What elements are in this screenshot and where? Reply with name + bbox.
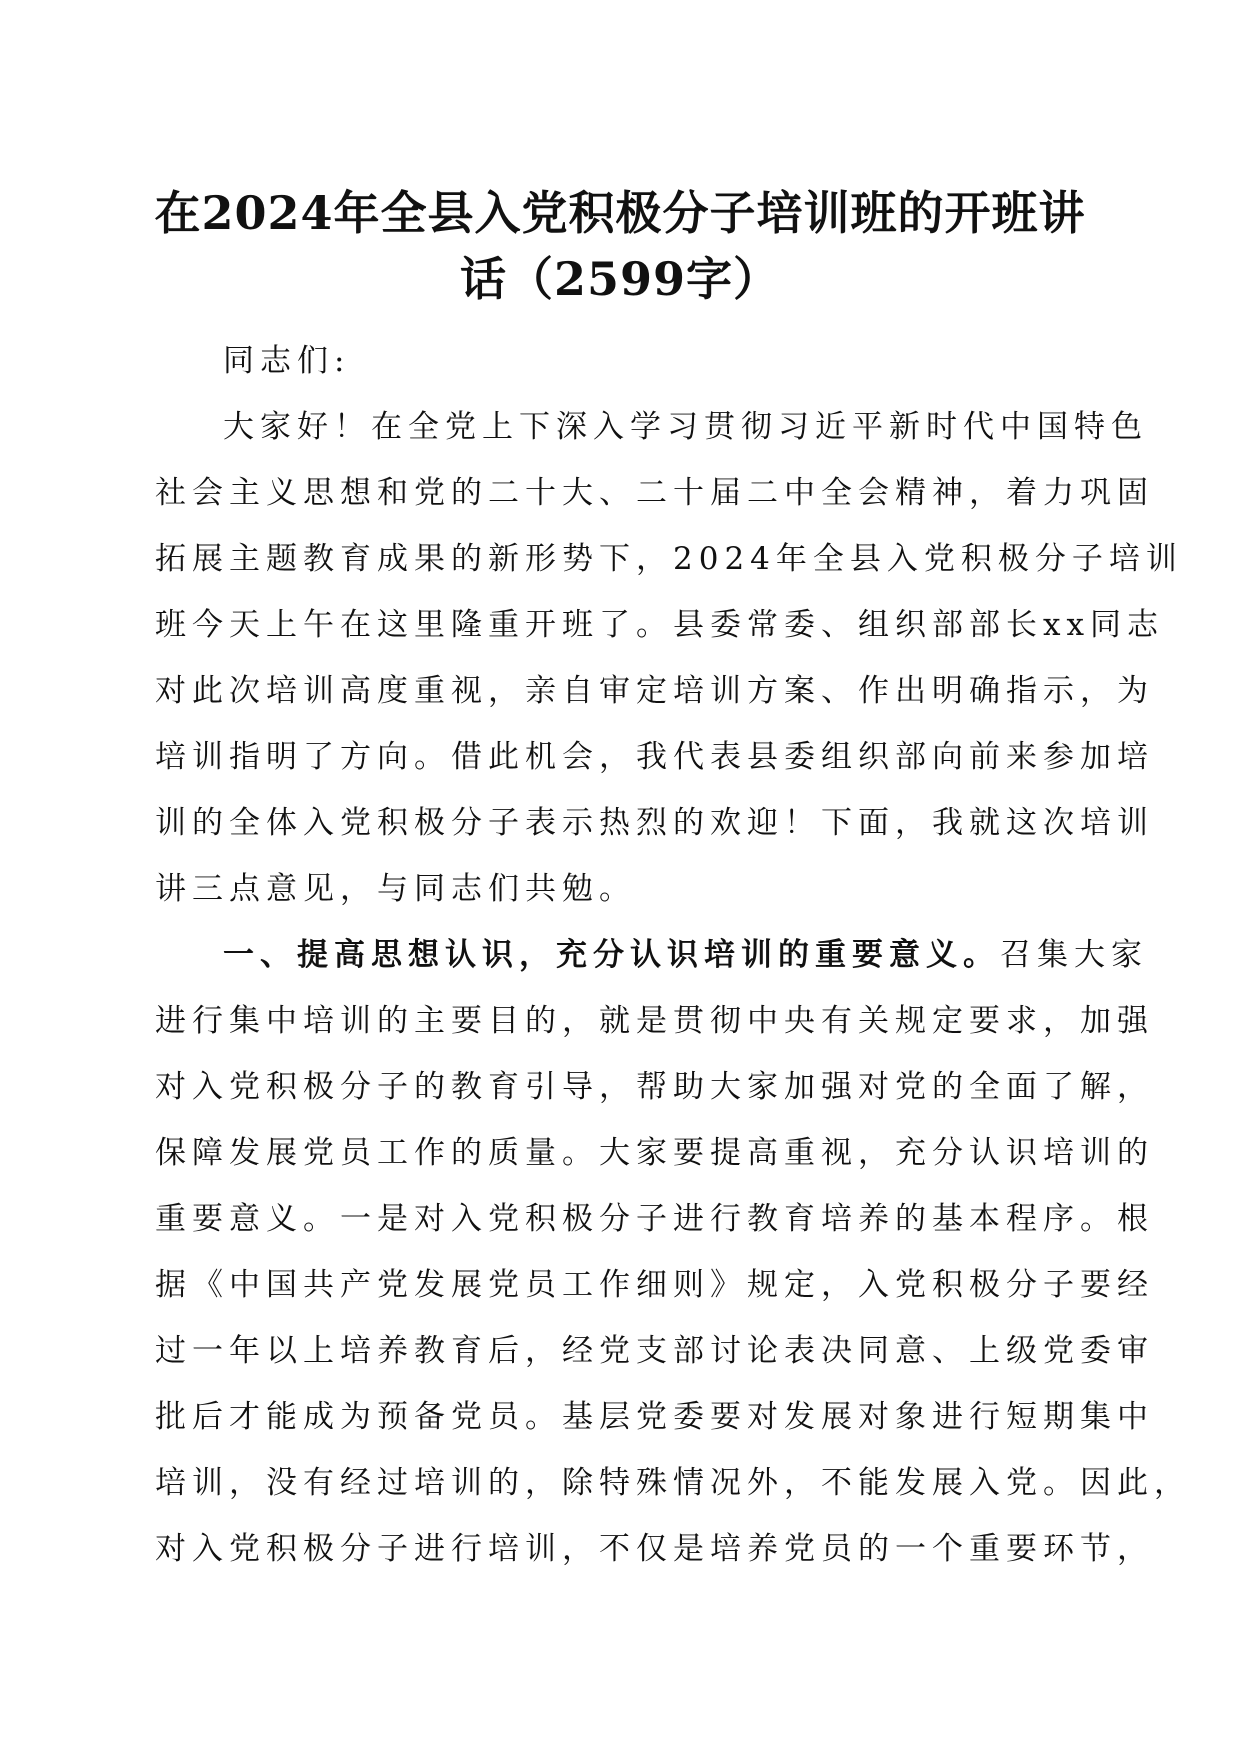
section-1-line: 过一年以上培养教育后，经党支部讨论表决同意、上级党委审 [155, 1333, 1154, 1369]
title-line-2: 话（2599字） [459, 252, 781, 306]
section-1-line: 对入党积极分子的教育引导，帮助大家加强对党的全面了解， [155, 1069, 1154, 1105]
paragraph-1-line: 培训指明了方向。借此机会，我代表县委组织部向前来参加培 [155, 739, 1154, 775]
paragraph-1-line: 对此次培训高度重视，亲自审定培训方案、作出明确指示，为 [155, 673, 1154, 709]
section-1-line: 进行集中培训的主要目的，就是贯彻中央有关规定要求，加强 [155, 1003, 1154, 1039]
section-1-line: 批后才能成为预备党员。基层党委要对发展对象进行短期集中 [155, 1399, 1154, 1435]
section-1-first-line [155, 922, 1148, 988]
document-body [155, 328, 1191, 1582]
section-1-heading: 一、提高思想认识，充分认识培训的重要意义。 [223, 937, 1000, 973]
paragraph-1-line: 班今天上午在这里隆重开班了。县委常委、组织部部长xx同志 [155, 607, 1164, 643]
section-1-line: 重要意义。一是对入党积极分子进行教育培养的基本程序。根 [155, 1201, 1154, 1237]
section-1-line: 据《中国共产党发展党员工作细则》规定，入党积极分子要经 [155, 1267, 1154, 1303]
document-title [150, 180, 1090, 312]
salutation: 同志们: [223, 343, 351, 379]
section-1-line: 对入党积极分子进行培训，不仅是培养党员的一个重要环节， [155, 1531, 1154, 1567]
section-1-first-line-rest: 召集大家 [1000, 937, 1148, 973]
title-line-1: 在2024年全县入党积极分子培训班的开班讲 [154, 186, 1086, 240]
paragraph-1-line: 训的全体入党积极分子表示热烈的欢迎！下面，我就这次培训 [155, 805, 1154, 841]
section-1-line: 培训，没有经过培训的，除特殊情况外，不能发展入党。因此， [155, 1465, 1191, 1501]
paragraph-1-line: 讲三点意见，与同志们共勉。 [155, 871, 636, 907]
section-1-line: 保障发展党员工作的质量。大家要提高重视，充分认识培训的 [155, 1135, 1154, 1171]
paragraph-1-line: 拓展主题教育成果的新形势下，2024年全县入党积极分子培训 [155, 541, 1183, 577]
paragraph-1-line: 大家好！在全党上下深入学习贯彻习近平新时代中国特色 [223, 409, 1148, 445]
paragraph-1-line: 社会主义思想和党的二十大、二十届二中全会精神，着力巩固 [155, 475, 1154, 511]
